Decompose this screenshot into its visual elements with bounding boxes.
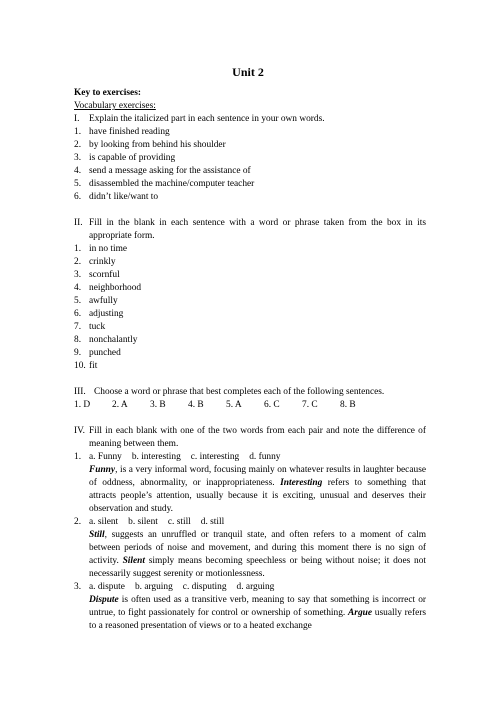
list-item	[74, 178, 426, 191]
item-number: 3.	[74, 270, 82, 280]
option: b. interesting	[131, 452, 181, 462]
item-text: send a message asking for the assistance of	[89, 166, 251, 176]
options-line	[89, 516, 426, 529]
term: Funny	[89, 465, 116, 475]
section-number: III.	[74, 387, 86, 397]
item-text: didn’t like/want to	[89, 192, 159, 202]
explanation-text: , suggests an unruffled or tranquil state, and often refers to a moment of calm between periods of noise and movement, and during this moment there is no sign of activity.	[89, 530, 426, 566]
list-item	[74, 256, 426, 269]
term: Silent	[122, 556, 145, 566]
item-text: tuck	[89, 322, 106, 332]
item-text: scornful	[89, 270, 120, 280]
item-number: 7.	[74, 322, 82, 332]
item-text: awfully	[89, 296, 118, 306]
list-item	[74, 269, 426, 282]
section-number: I.	[74, 114, 80, 124]
item-number: 8.	[74, 335, 82, 345]
list-item	[74, 295, 426, 308]
term: Still	[89, 530, 105, 540]
option: a. Funny	[89, 452, 122, 462]
list-item	[74, 360, 426, 373]
item-number: 6.	[74, 309, 82, 319]
list-item	[74, 451, 426, 516]
option: d. still	[200, 517, 225, 527]
option: a. silent	[89, 517, 119, 527]
item-number: 1.	[74, 452, 82, 462]
explanation-text: simply means becoming speechless or being without noise; it does not necessarily suggest serenity or motionlessness.	[89, 556, 426, 579]
term: Argue	[348, 608, 373, 618]
list-item	[74, 347, 426, 360]
answer-item: 2. A	[112, 400, 128, 410]
item-number: 10.	[74, 361, 86, 371]
option: c. still	[167, 517, 191, 527]
answer-item: 5. A	[226, 400, 242, 410]
item-text: neighborhood	[89, 283, 142, 293]
option: d. funny	[249, 452, 281, 462]
list-item	[74, 334, 426, 347]
list-item	[74, 516, 426, 581]
option: a. dispute	[89, 582, 125, 592]
item-text: adjusting	[89, 309, 124, 319]
item-number: 1.	[74, 244, 82, 254]
item-number: 1.	[74, 127, 82, 137]
term: Interesting	[280, 478, 323, 488]
vocab-heading: Vocabulary exercises:	[74, 101, 156, 111]
answer-item: 3. B	[150, 400, 166, 410]
list-item	[74, 581, 426, 633]
options-line	[89, 581, 426, 594]
item-number: 5.	[74, 179, 82, 189]
list-item	[74, 152, 426, 165]
item-text: have finished reading	[89, 127, 170, 137]
item-number: 2.	[74, 140, 82, 150]
item-number: 4.	[74, 166, 82, 176]
explanation-text: refers to something that attracts people’s attention, usually because it is exciting, unusual and deserves their observation and study.	[89, 478, 426, 514]
list-item	[74, 191, 426, 204]
option: b. arguing	[134, 582, 173, 592]
answer-item: 8. B	[340, 400, 356, 410]
answer-item: 7. C	[302, 400, 318, 410]
item-number: 9.	[74, 348, 82, 358]
item-number: 6.	[74, 192, 82, 202]
item-text: fit	[89, 361, 98, 371]
list-item	[74, 165, 426, 178]
options-line	[89, 451, 426, 464]
answer-item: 1. D	[74, 400, 91, 410]
explanation-paragraph	[89, 529, 426, 581]
list-item	[74, 139, 426, 152]
option: c. interesting	[190, 452, 240, 462]
instruction-text: Choose a word or phrase that best completes each of the following sentences.	[94, 387, 385, 397]
item-text: in no time	[89, 244, 128, 254]
answer-item: 4. B	[188, 400, 204, 410]
item-text: disassembled the machine/computer teacher	[89, 179, 255, 189]
explanation-paragraph	[89, 464, 426, 516]
instruction-text: Explain the italicized part in each sentence in your own words.	[89, 114, 325, 124]
section-ii-instruction	[74, 217, 426, 243]
explanation-text: usually refers to a reasoned presentation of views or to a heated exchange	[89, 608, 427, 631]
section-iii-answers	[74, 399, 426, 412]
section-iv-instruction	[74, 425, 426, 451]
term: Dispute	[89, 595, 119, 605]
item-number: 5.	[74, 296, 82, 306]
item-text: by looking from behind his shoulder	[89, 140, 226, 150]
section-i-instruction	[74, 113, 426, 126]
item-text: is capable of providing	[89, 153, 176, 163]
item-text: nonchalantly	[89, 335, 138, 345]
option: b. silent	[128, 517, 158, 527]
item-number: 3.	[74, 153, 82, 163]
explanation-text: is often used as a transitive verb, meaning to say that something is incorrect or untrue, to fight passionately for control or ownership of something.	[89, 595, 426, 618]
item-text: punched	[89, 348, 121, 358]
key-heading: Key to exercises:	[74, 88, 141, 98]
document-body	[74, 87, 426, 633]
list-item	[74, 126, 426, 139]
item-number: 2.	[74, 257, 82, 267]
item-number: 4.	[74, 283, 82, 293]
explanation-text: , is a very informal word, focusing mainly on whatever results in laughter because of oddness, abnormality, or inappropriateness.	[89, 465, 426, 488]
instruction-text: Fill in the blank in each sentence with a word or phrase taken from the box in its appropriate form.	[89, 218, 426, 241]
section-i-items	[74, 126, 426, 204]
item-number: 3.	[74, 582, 82, 592]
explanation-paragraph	[89, 594, 426, 633]
option: d. arguing	[236, 582, 275, 592]
page-title: Unit 2	[232, 65, 264, 79]
section-iii-instruction	[74, 386, 426, 399]
list-item	[74, 321, 426, 334]
item-text: crinkly	[89, 257, 116, 267]
section-number: II.	[74, 218, 83, 228]
section-number: IV.	[74, 426, 86, 436]
list-item	[74, 308, 426, 321]
option: c. disputing	[182, 582, 227, 592]
list-item	[74, 243, 426, 256]
list-item	[74, 282, 426, 295]
instruction-text: Fill in each blank with one of the two words from each pair and note the difference of meaning between them.	[89, 426, 426, 449]
item-number: 2.	[74, 517, 82, 527]
answer-item: 6. C	[264, 400, 280, 410]
section-ii-items	[74, 243, 426, 373]
